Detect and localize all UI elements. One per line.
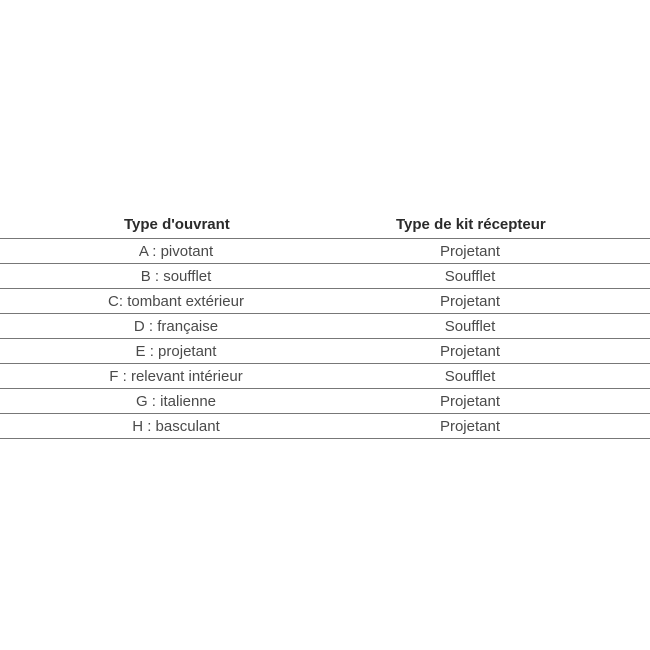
cell-kit bbox=[340, 314, 650, 339]
cell-kit bbox=[340, 239, 650, 264]
cell-kit-text: Projetant bbox=[439, 242, 501, 260]
cell-kit-text: Projetant bbox=[439, 392, 501, 410]
cell-ouvrant-text: E : projetant bbox=[135, 342, 217, 360]
cell-ouvrant-text: D : française bbox=[133, 317, 219, 335]
cell-kit-text: Projetant bbox=[439, 417, 501, 435]
cell-kit-text: Soufflet bbox=[444, 267, 496, 285]
cell-ouvrant bbox=[0, 364, 340, 389]
cell-kit-text: Soufflet bbox=[444, 317, 496, 335]
table-body bbox=[0, 239, 650, 439]
cell-ouvrant bbox=[0, 339, 340, 364]
cell-ouvrant-text: A : pivotant bbox=[138, 242, 214, 260]
cell-ouvrant-text: H : basculant bbox=[132, 417, 220, 435]
cell-ouvrant-text: F : relevant intérieur bbox=[109, 367, 243, 385]
cell-ouvrant-text: C: tombant extérieur bbox=[108, 292, 244, 310]
cell-kit bbox=[340, 389, 650, 414]
table-row bbox=[0, 339, 650, 364]
cell-ouvrant bbox=[0, 314, 340, 339]
cell-ouvrant bbox=[0, 289, 340, 314]
cell-ouvrant-text: G : italienne bbox=[135, 392, 217, 410]
table-row bbox=[0, 364, 650, 389]
cell-ouvrant bbox=[0, 414, 340, 439]
table-row bbox=[0, 314, 650, 339]
cell-kit-text: Soufflet bbox=[444, 367, 496, 385]
cell-ouvrant-text: B : soufflet bbox=[140, 267, 212, 285]
table-row bbox=[0, 389, 650, 414]
cell-kit-text: Projetant bbox=[439, 342, 501, 360]
header-type-ouvrant: Type d'ouvrant bbox=[0, 211, 340, 239]
table-row bbox=[0, 289, 650, 314]
cell-kit bbox=[340, 364, 650, 389]
table-row bbox=[0, 264, 650, 289]
ouvrant-kit-table-container bbox=[0, 211, 650, 439]
cell-kit bbox=[340, 264, 650, 289]
cell-ouvrant bbox=[0, 239, 340, 264]
cell-kit bbox=[340, 289, 650, 314]
table-row bbox=[0, 414, 650, 439]
table-header bbox=[0, 211, 650, 239]
header-type-kit: Type de kit récepteur bbox=[340, 211, 650, 239]
cell-ouvrant bbox=[0, 264, 340, 289]
cell-kit bbox=[340, 339, 650, 364]
header-row bbox=[0, 211, 650, 239]
ouvrant-kit-table bbox=[0, 211, 650, 439]
cell-kit-text: Projetant bbox=[439, 292, 501, 310]
cell-ouvrant bbox=[0, 389, 340, 414]
table-row bbox=[0, 239, 650, 264]
cell-kit bbox=[340, 414, 650, 439]
